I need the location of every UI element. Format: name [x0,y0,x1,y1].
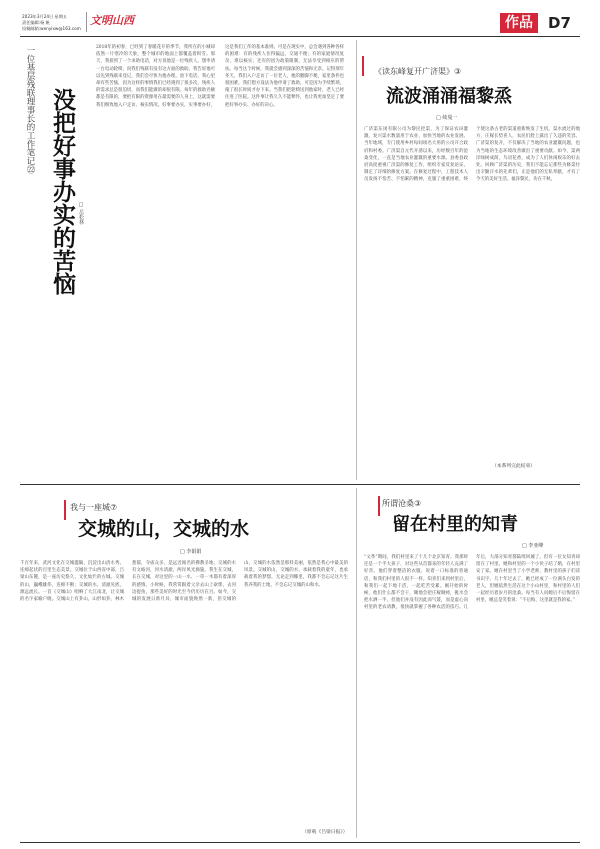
article-left-series: 一位基层残联理事长的工作笔记㉒ [25,46,35,174]
red-accent-mid-left [64,500,66,520]
article-right-top-kicker: 《读东峰复开广济渠》③ [374,67,462,76]
article-right-top-author: □ 续曼一 [436,115,458,121]
red-accent-mid-right [378,496,380,516]
masthead-email: 投稿邮箱:wenyixw@163.com [22,26,81,31]
article-mid-left [20,488,350,838]
article-left-title: 没把好事办实的苦恼 [49,88,76,295]
section-label [500,13,538,33]
article-mid-left-body: 千百年来，武河文化在交城滥觞，沉淀出山清水秀、连绵起伏的百里生态美景。交城位于山西省中部，吕梁山东麓，是一座历史悠久、文化灿烂的古城。交城的山，巍峨雄伟，连绵不断；交城的水，清澈见底，源远流长。一首《交城山》唱响了大江南北，让交城的名字家喻户晓。交城山上有卦山，山形如卦，林木葱郁，寺庙众多，是远近闻名的佛教圣地；交城的水有文峪河，河水清澈，两岸风光旖旎。我生在交城，长在交城，对这里的一山一水、一草一木都有着深厚的感情。小时候，我常常跟着父亲去山上砍柴，去河边捉鱼，那些美好的时光至今仍历历在目。如今，交城的发展日新月异，城市面貌焕然一新，但交城的山、交城的水依然是那样美丽，依然是我心中最美的风景。交城的山，交城的水，承载着我的童年，也承载着我的梦想。无论走到哪里，我都不会忘记这片生我养我的土地，不会忘记交城的山和水。 [20,561,348,603]
article-left [20,42,350,480]
masthead-logo: 文明山西 [90,14,134,27]
article-mid-right [362,488,582,838]
article-right-top-title: 流波涌涌福黎烝 [386,86,512,107]
article-mid-left-kicker: 我与一座城⑦ [70,503,118,512]
masthead-divider [86,12,87,32]
article-mid-left-footnote: （原载《吕梁日报》） [302,830,348,835]
article-mid-right-author: □ 李亚峰 [522,543,544,549]
article-right-top-footnote: （本系列完此结束） [492,464,536,469]
left-article-divider [356,40,357,480]
article-right-top-body: 广济渠东岗有限公司为黎民控渠，为了保证农田灌溉，复兴渠水数量用于农业，加快当地的农业发展。当年地域，专门使用乡村每间项名大用的公司开合政府和村委。广济渠自元代开凿以来，历经数百年的沧桑变化，一直是当地农业灌溉的重要水源。县委县政府高度重视广济渠的修复工作，组织专家反复论证，制定了详细的修复方案。在修复过程中，工程技术人员发扬不怕苦、不怕累的精神，克服了重重困难，终于使这条古老的渠道重新焕发了生机。渠水流过的地方，庄稼长势喜人，农民们脸上露出了久违的笑容。广济渠的复开，不仅解决了当地的农业灌溉问题，也为当地的生态环境改善做出了重要贡献。如今，渠两岸绿树成荫，鸟语花香，成为了人们休闲娱乐的好去处。回顾广济渠的历史，我们不能忘记那些为修渠付出辛勤汗水的先辈们，正是他们的无私奉献，才有了今天的美好生活。福泽黎民，功在千秋。 [364,127,580,183]
red-accent-top [362,56,364,76]
article-mid-right-body: “文革”期间，我们村里来了十几个北京知青。我那时还是一个半大孩子，对这些从首都来的年轻人充满了好奇。他们穿着整洁的衣服，说着一口标准的普通话，和我们村里的人很不一样。知青们来到村里后，和我们一起下地干活，一起吃苦受累。刚开始的时候，他们什么都不会干，锄地会把庄稼锄掉，挑水会把水洒一半，但他们并没有因此而气馁，而是虚心向村里的老农请教，很快就掌握了各种农活的技巧。几年后，大部分知青都陆续回城了，但有一位女知青却留在了村里。她和村里的一个小伙子结了婚，在村里安了家。她在村里当了小学老师，教村里的孩子们读书识字。几十年过去了，她已经成了一位满头白发的老人，但她依然生活在这个小山村里，和村里的人们一起经历着岁月的沧桑。每当有人问她后不后悔留在村里，她总是笑着说：“不后悔，这里就是我的家。” [364,555,580,611]
page-number: D7 [548,14,571,32]
article-left-author: □ 岳松林 [78,202,84,225]
mid-article-divider [356,488,357,838]
section-title: 作品 [505,15,533,31]
article-left-body: 2018年的初春，已经到了春暖花开的季节，我所在的小城却依然一片寒冷的天象，整个城市的地面上都覆盖着积雪。那天，我接到了一个求助电话，对方说他是一位残疾人，想申请一台电动轮椅，问我们残联有没有这方面的救助。我告诉他可以先到残联来登记，我们会尽快为他办理。放下电话，我心里却有些苦恼，因为这样的事情我们已经遇到了很多次，残疾人的需求总是很迫切，而我们能做的却很有限。每年的救助名额都是有限的，要把有限的资源用在最需要的人身上，这就需要我们细致地入户走访、核实情况。好事要办实，实事要办好，这是我们工作的基本准则。可是在现实中，总会遇到各种各样的困难：有的残疾人住得偏远，交通不便；有的家庭情况复杂，难以核实；还有的因为政策限制，无法享受到相应的帮扶。每当这个时候，我就会感到深深的苦恼和无奈。记得那年冬天，我们入户走访了一位老人，他的腿脚不便，家里条件也很困难，我们想方设法为他申请了救助，可是因为手续繁琐，拖了很长时间才办下来。当我们把轮椅送到他家时，老人已经住进了医院。这件事让我久久不能释怀，也让我更加坚定了要把好事办实、办好的决心。 [96,45,344,108]
article-mid-right-title: 留在村里的知青 [392,514,518,535]
masthead-date: 2023年3月24日 星期五 [22,14,68,19]
article-mid-left-author: □ 李娟娟 [180,549,202,555]
article-mid-right-kicker: 所谓沧桑③ [382,499,422,508]
masthead-rule [20,36,580,37]
masthead-editor: 责任编辑:杨 帆 [22,20,50,25]
article-right-top [362,42,582,482]
footer-rule [20,842,580,843]
horizontal-section-rule [20,484,580,485]
article-mid-left-title: 交城的山，交城的水 [78,518,250,540]
